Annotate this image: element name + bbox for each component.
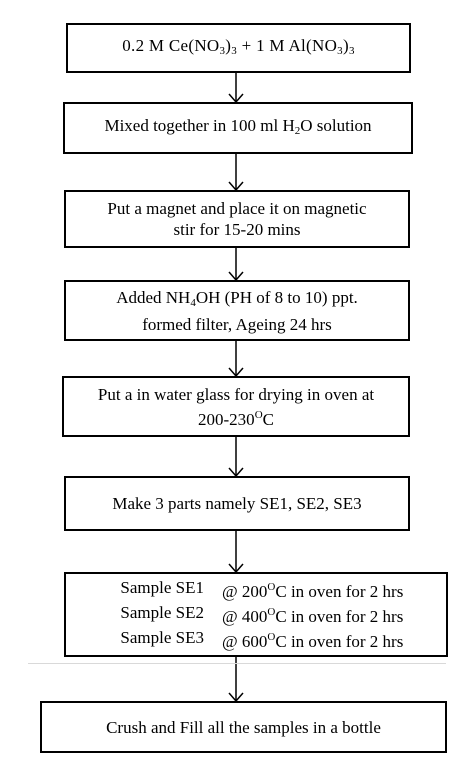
sample-row	[72, 577, 440, 602]
sample-row	[72, 627, 440, 652]
step-3-line-2: stir for 15-20 mins	[173, 220, 301, 239]
sample-condition: @ $400^OC$ in oven for 2 hrs	[222, 606, 404, 626]
step-4-line-1: Added $NH_4OH$ (PH of 8 to 10) ppt.	[116, 287, 358, 309]
step-7-box	[64, 572, 448, 657]
step-4-box	[64, 280, 410, 341]
sample-label: Sample SE2	[120, 603, 204, 622]
step-6-text: Make 3 parts namely SE1, SE2, SE3	[112, 494, 362, 513]
step-3-line-1: Put a magnet and place it on magnetic	[107, 199, 367, 218]
step-6-box	[64, 476, 410, 531]
sample-row	[72, 602, 440, 627]
step-2-box	[63, 102, 413, 154]
step-8-box	[40, 701, 447, 753]
step-5-box	[62, 376, 410, 437]
step-1-text: 0.2 M $Ce(NO_3)_3 + 1$ M $Al(NO_3)_3$	[122, 35, 355, 57]
step-2-text: Mixed together in 100 ml $H_2O$ solution	[104, 115, 372, 137]
step-4-line-2: formed filter, Ageing 24 hrs	[142, 314, 332, 334]
sample-label: Sample SE1	[120, 578, 204, 597]
sample-label: Sample SE3	[120, 628, 204, 647]
step-5-line-1: Put a in water glass for drying in oven at	[97, 384, 375, 404]
sample-condition: @ $200^OC$ in oven for 2 hrs	[222, 581, 404, 601]
step-3-box	[64, 190, 410, 248]
step-8-text: Crush and Fill all the samples in a bottle	[106, 717, 381, 737]
divider-line	[28, 663, 446, 664]
step-5-line-2: $200-230^OC$	[198, 408, 274, 429]
step-1-box	[66, 23, 411, 73]
sample-condition: @ $600^OC$ in oven for 2 hrs	[222, 631, 404, 651]
